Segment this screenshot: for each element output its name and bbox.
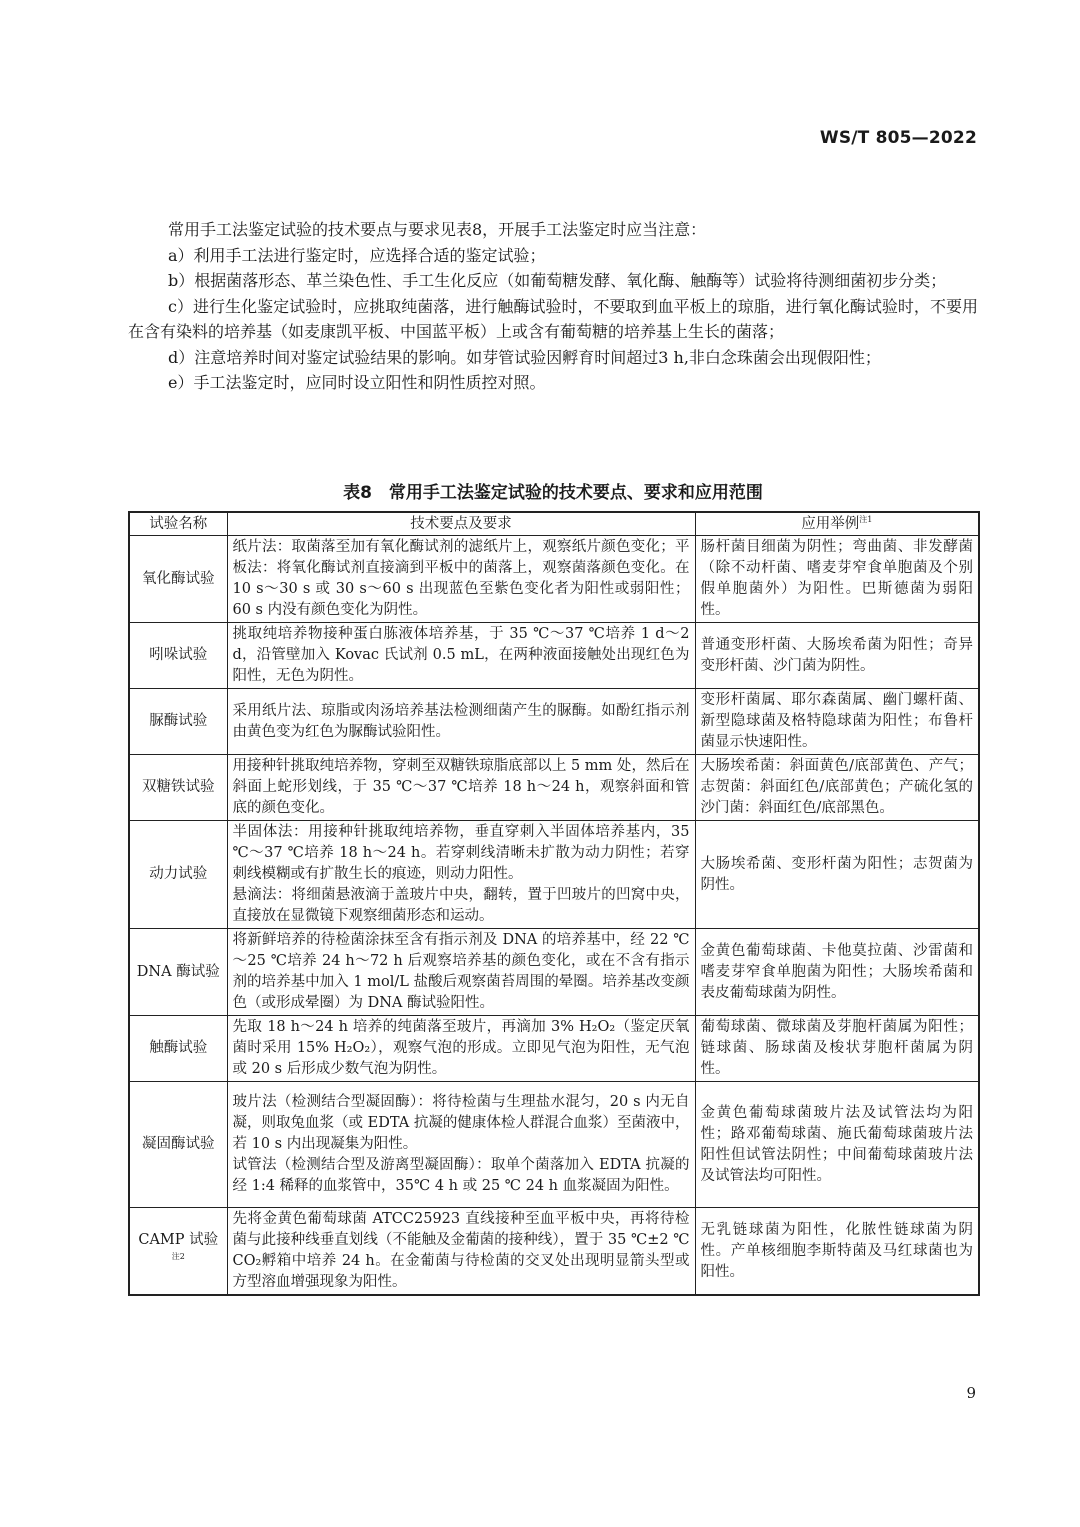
intro-item-a: a）利用手工法进行鉴定时，应选择合适的鉴定试验； xyxy=(168,245,546,265)
requirements-cell: 挑取纯培养物接种蛋白胨液体培养基，于 35 ℃～37 ℃培养 1 d～2 d，沿管壁加入 Kovac 氏试剂 0.5 mL，在两种液面接触处出现红色为阳性，无色为阴性。 xyxy=(227,623,695,689)
header-test-name: 试验名称 xyxy=(129,512,227,536)
application-cell: 肠杆菌目细菌为阴性；弯曲菌、非发酵菌（除不动杆菌、嗜麦芽窄食单胞菌及个别假单胞菌外）为阳性。巴斯德菌为弱阳性。 xyxy=(695,536,979,623)
table-row xyxy=(129,623,979,689)
application-cell: 金黄色葡萄球菌玻片法及试管法均为阳性；路邓葡萄球菌、施氏葡萄球菌玻片法阳性但试管法阴性；中间葡萄球菌玻片法及试管法均可阳性。 xyxy=(695,1082,979,1208)
table-header-row xyxy=(129,512,979,536)
intro-item-b: b）根据菌落形态、革兰染色性、手工生化反应（如葡萄糖发酵、氧化酶、触酶等）试验将待测细菌初步分类； xyxy=(168,271,947,290)
application-cell: 变形杆菌属、耶尔森菌属、幽门螺杆菌、新型隐球菌及格特隐球菌为阳性；布鲁杆菌显示快速阳性。 xyxy=(695,689,979,755)
header-application-note: 注1 xyxy=(859,514,873,524)
intro-item-e: e）手工法鉴定时，应同时设立阳性和阴性质控对照。 xyxy=(168,373,546,392)
table-row xyxy=(129,1016,979,1082)
test-name-cell xyxy=(129,755,227,821)
intro-section xyxy=(128,217,978,396)
requirements-cell: 先将金黄色葡萄球菌 ATCC25923 直线接种至血平板中央，再将待检菌与此接种线垂直划线（不能触及金葡菌的接种线），置于 35 ℃±2 ℃ CO₂孵箱中培养 24 h。在金葡菌与待检菌的交叉处出现明显箭头型或方型溶血增强现象为阳性。 xyxy=(227,1208,695,1296)
requirements-cell: 半固体法：用接种针挑取纯培养物，垂直穿刺入半固体培养基内，35 ℃～37 ℃培养 18 h～24 h。若穿刺线清晰未扩散为动力阴性；若穿刺线模糊或有扩散生长的痕迹，则动力阳性。 悬滴法：将细菌悬液滴于盖玻片中央，翻转，置于凹玻片的凹窝中央，直接放在显微镜下观察细菌形态和运动。 xyxy=(227,821,695,929)
test-name: 动力试验 xyxy=(149,866,208,882)
test-name: 凝固酶试验 xyxy=(142,1136,215,1152)
table-row xyxy=(129,755,979,821)
application-cell: 金黄色葡萄球菌、卡他莫拉菌、沙雷菌和嗜麦芽窄食单胞菌为阳性；大肠埃希菌和表皮葡萄球菌为阴性。 xyxy=(695,929,979,1016)
table-row xyxy=(129,929,979,1016)
test-name: 脲酶试验 xyxy=(149,713,208,729)
test-name-cell xyxy=(129,623,227,689)
header-application-label: 应用举例 xyxy=(801,515,860,532)
test-name: 双糖铁试验 xyxy=(142,779,215,795)
test-name-note: 注2 xyxy=(171,1252,185,1262)
test-name-cell xyxy=(129,821,227,929)
application-cell: 普通变形杆菌、大肠埃希菌为阳性；奇异变形杆菌、沙门菌为阴性。 xyxy=(695,623,979,689)
test-name: DNA 酶试验 xyxy=(136,963,220,980)
requirements-cell: 将新鲜培养的待检菌涂抹至含有指示剂及 DNA 的培养基中，经 22 ℃～25 ℃培养 24 h～72 h 后观察培养基的颜色变化，或在不含有指示剂的培养基中加入 1 mol/L 盐酸后观察菌苔周围的晕圈。培养基改变颜色（或形成晕圈）为 DNA 酶试验阳性。 xyxy=(227,929,695,1016)
table-title: 表8 常用手工法鉴定试验的技术要点、要求和应用范围 xyxy=(343,483,763,503)
intro-lead: 常用手工法鉴定试验的技术要点与要求见表8，开展手工法鉴定时应当注意： xyxy=(168,220,707,239)
application-cell: 无乳链球菌为阳性，化脓性链球菌为阴性。产单核细胞李斯特菌及马红球菌也为阳性。 xyxy=(695,1208,979,1296)
test-name: 氧化酶试验 xyxy=(142,570,215,587)
requirements-cell: 先取 18 h～24 h 培养的纯菌落至玻片，再滴加 3% H₂O₂（鉴定厌氧菌时采用 15% H₂O₂），观察气泡的形成。立即见气泡为阳性，无气泡或 20 s 后形成少数气泡为阴性。 xyxy=(227,1016,695,1082)
test-name: CAMP 试验 xyxy=(138,1232,219,1248)
intro-item-c: c）进行生化鉴定试验时，应挑取纯菌落，进行触酶试验时，不要取到血平板上的琼脂，进行氧化酶试验时，不要用在含有染料的培养基（如麦康凯平板、中国蓝平板）上或含有葡萄糖的培养基上生长的菌落； xyxy=(128,296,978,341)
table-row xyxy=(129,1208,979,1296)
table-row xyxy=(129,821,979,929)
application-cell: 大肠埃希菌：斜面黄色/底部黄色、产气；志贺菌：斜面红色/底部黄色；产硫化氢的沙门菌：斜面红色/底部黑色。 xyxy=(695,755,979,821)
intro-item-d: d）注意培养时间对鉴定试验结果的影响。如芽管试验因孵育时间超过3 h,非白念珠菌会出现假阳性； xyxy=(168,347,881,367)
standard-number: WS/T 805—2022 xyxy=(819,128,977,148)
test-name-cell xyxy=(129,1208,227,1296)
identification-test-table xyxy=(128,511,980,1296)
test-name-cell xyxy=(129,1016,227,1082)
test-name-cell xyxy=(129,689,227,755)
requirements-cell: 采用纸片法、琼脂或肉汤培养基法检测细菌产生的脲酶。如酚红指示剂由黄色变为红色为脲酶试验阳性。 xyxy=(227,689,695,755)
application-cell: 葡萄球菌、微球菌及芽胞杆菌属为阳性；链球菌、肠球菌及梭状芽胞杆菌属为阴性。 xyxy=(695,1016,979,1082)
requirements-cell: 用接种针挑取纯培养物，穿刺至双糖铁琼脂底部以上 5 mm 处，然后在斜面上蛇形划线，于 35 ℃～37 ℃培养 18 h～24 h，观察斜面和管底的颜色变化。 xyxy=(227,755,695,821)
test-name-cell xyxy=(129,536,227,623)
requirements-cell: 纸片法：取菌落至加有氧化酶试剂的滤纸片上，观察纸片颜色变化；平板法：将氧化酶试剂直接滴到平板中的菌落上，观察菌落颜色变化。在 10 s～30 s 或 30 s～60 s 出现蓝色至紫色变化者为阳性或弱阳性；60 s 内没有颜色变化为阴性。 xyxy=(227,536,695,623)
header-requirements: 技术要点及要求 xyxy=(227,512,695,536)
table-row xyxy=(129,689,979,755)
header-application xyxy=(695,512,979,536)
test-name: 触酶试验 xyxy=(149,1040,208,1056)
requirements-cell: 玻片法（检测结合型凝固酶）：将待检菌与生理盐水混匀，20 s 内无自凝，则取兔血浆（或 EDTA 抗凝的健康体检人群混合血浆）至菌液中，若 10 s 内出现凝集为阳性。 试管法（检测结合型及游离型凝固酶）：取单个菌落加入 EDTA 抗凝的经 1:4 稀释的血浆管中，35℃ 4 h 或 25 ℃ 24 h 血浆凝固为阳性。 xyxy=(227,1082,695,1208)
test-name-cell xyxy=(129,929,227,1016)
test-name: 吲哚试验 xyxy=(149,647,208,663)
page-number: 9 xyxy=(966,1384,976,1402)
application-cell: 大肠埃希菌、变形杆菌为阳性；志贺菌为阴性。 xyxy=(695,821,979,929)
test-name-cell xyxy=(129,1082,227,1208)
table-row xyxy=(129,536,979,623)
table-row xyxy=(129,1082,979,1208)
